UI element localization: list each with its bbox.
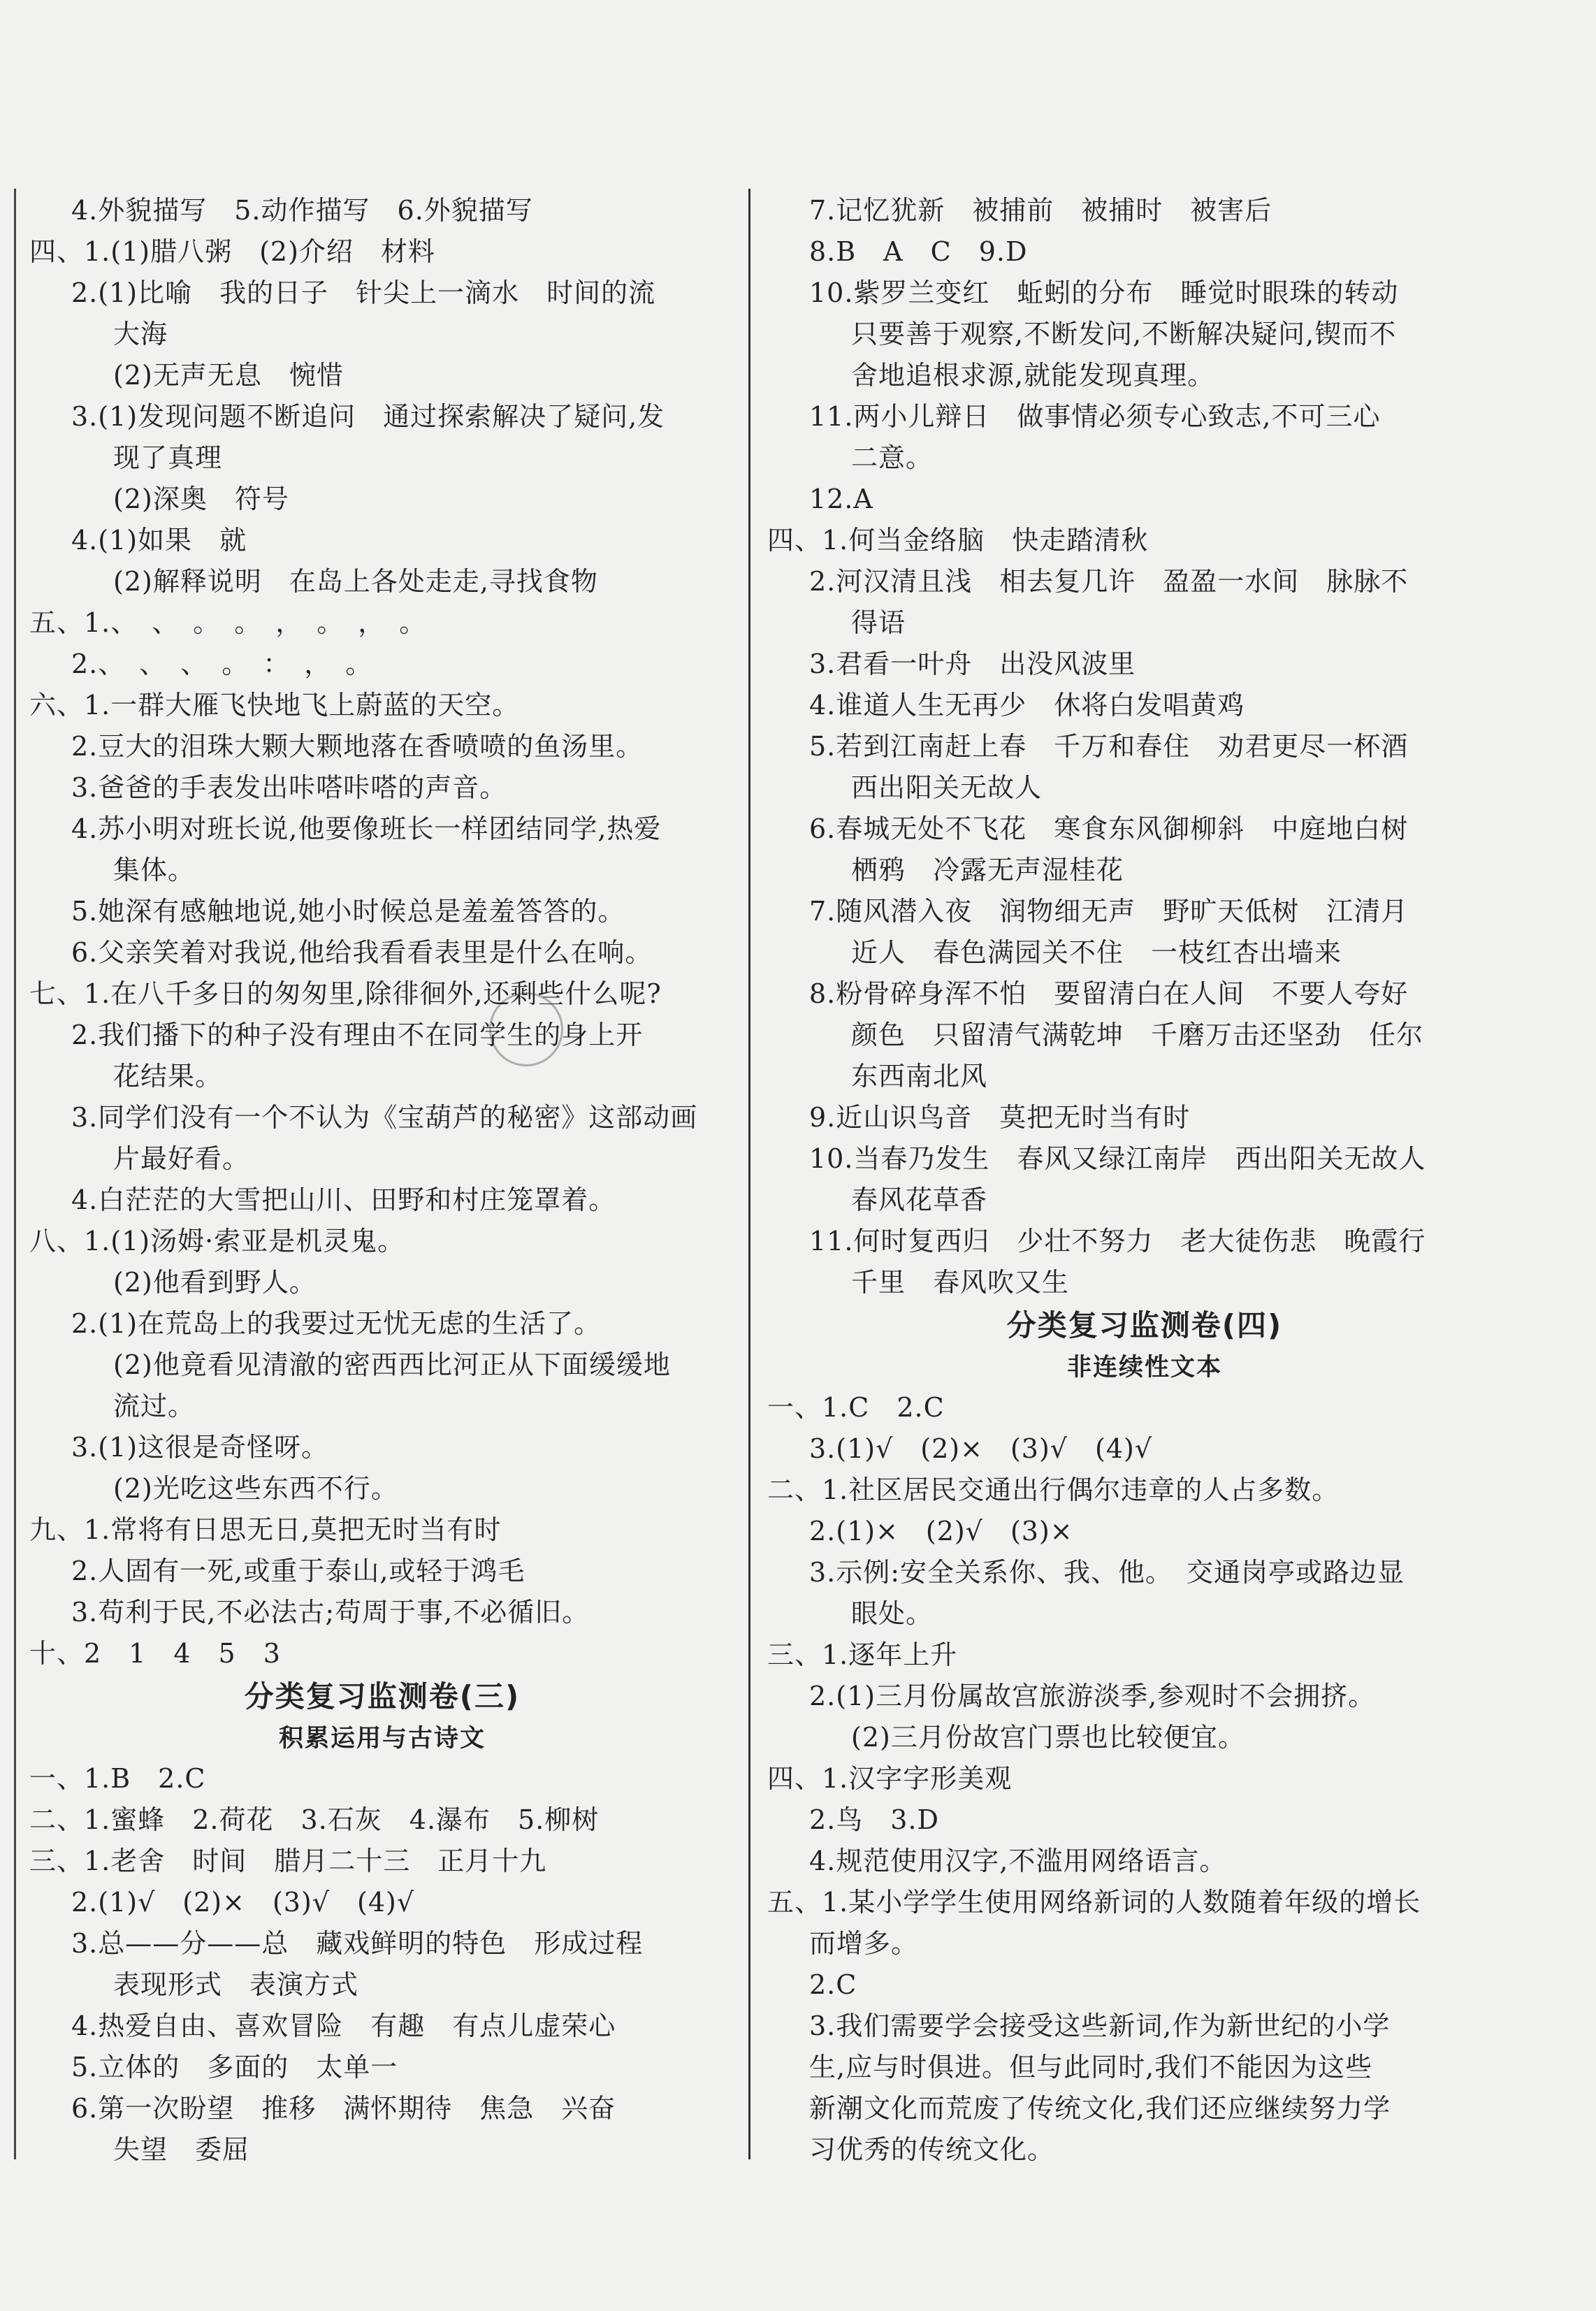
answer-line: 4.(1)如果 就 — [71, 525, 247, 556]
answer-line: 2.C — [809, 1969, 857, 2000]
answer-line: 4.规范使用汉字,不滥用网络语言。 — [809, 1846, 1227, 1876]
answer-line: 新潮文化而荒废了传统文化,我们还应继续努力学 — [809, 2093, 1391, 2124]
answer-line: 2.(1)√ (2)× (3)√ (4)√ — [71, 1887, 415, 1918]
answer-line: 四、1.(1)腊八粥 (2)介绍 材料 — [29, 236, 435, 267]
answer-line: 7.记忆犹新 被捕前 被捕时 被害后 — [809, 195, 1272, 226]
answer-line: 四、1.汉字字形美观 — [767, 1763, 1013, 1794]
answer-line: 2.鸟 3.D — [809, 1804, 939, 1835]
answer-line: 只要善于观察,不断发问,不断解决疑问,锲而不 — [851, 319, 1397, 349]
answer-line: 4.热爱自由、喜欢冒险 有趣 有点儿虚荣心 — [71, 2011, 616, 2041]
answer-line: 东西南北风 — [851, 1061, 988, 1092]
answer-line: 二、1.社区居民交通出行偶尔违章的人占多数。 — [767, 1475, 1340, 1505]
answer-line: 11.两小儿辩日 做事情必须专心致志,不可三心 — [809, 401, 1381, 432]
answer-line: 二意。 — [851, 442, 934, 473]
answer-line: 3.我们需要学会接受这些新词,作为新世纪的小学 — [809, 2011, 1391, 2041]
answer-line: 5.若到江南赶上春 千万和春住 劝君更尽一杯酒 — [809, 731, 1409, 762]
answer-line: 一、1.C 2.C — [767, 1392, 945, 1423]
answer-line: 2.人固有一死,或重于泰山,或轻于鸿毛 — [71, 1556, 525, 1586]
answer-line: 4.外貌描写 5.动作描写 6.外貌描写 — [71, 195, 533, 226]
answer-line: 七、1.在八千多日的匆匆里,除徘徊外,还剩些什么呢? — [29, 978, 662, 1009]
answer-line: 2.我们播下的种子没有理由不在同学生的身上开 — [71, 1020, 644, 1050]
answer-line: (2)解释说明 在岛上各处走走,寻找食物 — [113, 566, 598, 597]
answer-line: 栖鸦 冷露无声湿桂花 — [851, 855, 1124, 885]
answer-line: 而增多。 — [809, 1928, 919, 1959]
answer-line: 2.(1)三月份属故宫旅游淡季,参观时不会拥挤。 — [809, 1681, 1376, 1711]
answer-line: 十、2 1 4 5 3 — [29, 1638, 281, 1669]
section-subtitle: 非连续性文本 — [1066, 1354, 1222, 1382]
answer-line: 12.A — [809, 484, 873, 514]
answer-line: 3.同学们没有一个不认为《宝葫芦的秘密》这部动画 — [71, 1102, 698, 1133]
answer-line: 2.、 、 、 。 ： ， 。 — [71, 649, 373, 679]
answer-line: 六、1.一群大雁飞快地飞上蔚蓝的天空。 — [29, 690, 520, 720]
answer-line: (2)无声无息 惋惜 — [113, 360, 344, 391]
answer-line: 四、1.何当金络脑 快走踏清秋 — [767, 525, 1149, 556]
answer-line: 颜色 只留清气满乾坤 千磨万击还坚劲 任尔 — [851, 1020, 1424, 1050]
answer-line: 5.她深有感触地说,她小时候总是羞羞答答的。 — [71, 896, 625, 927]
answer-line: 春风花草香 — [851, 1185, 988, 1215]
answer-line: 9.近山识鸟音 莫把无时当有时 — [809, 1102, 1191, 1133]
answer-line: 2.河汉清且浅 相去复几许 盈盈一水间 脉脉不 — [809, 566, 1409, 597]
answer-line: 3.君看一叶舟 出没风波里 — [809, 649, 1136, 679]
answer-line: 集体。 — [113, 855, 196, 885]
answer-line: 习优秀的传统文化。 — [809, 2134, 1055, 2165]
answer-line: 3.(1)发现问题不断追问 通过探索解决了疑问,发 — [71, 401, 665, 432]
answer-line: 生,应与时俱进。但与此同时,我们不能因为这些 — [809, 2052, 1373, 2082]
answer-line: 表现形式 表演方式 — [113, 1969, 359, 2000]
answer-line: 九、1.常将有日思无日,莫把无时当有时 — [29, 1514, 502, 1545]
answer-line: 三、1.逐年上升 — [767, 1639, 958, 1670]
answer-line: 片最好看。 — [113, 1143, 250, 1174]
answer-line: (2)他看到野人。 — [113, 1267, 317, 1298]
answer-line: 得语 — [851, 607, 906, 638]
answer-line: 2.(1)在荒岛上的我要过无忧无虑的生活了。 — [71, 1308, 602, 1339]
section-title: 分类复习监测卷(三) — [244, 1679, 521, 1714]
answer-line: 八、1.(1)汤姆·索亚是机灵鬼。 — [29, 1226, 405, 1256]
answer-line: 4.谁道人生无再少 休将白发唱黄鸡 — [809, 690, 1245, 720]
answer-line: 流过。 — [113, 1391, 196, 1421]
right-column — [767, 190, 1522, 2171]
answer-line: 眼处。 — [851, 1598, 934, 1629]
answer-line: 千里 春风吹又生 — [851, 1267, 1070, 1298]
answer-line: 3.总——分——总 藏戏鲜明的特色 形成过程 — [71, 1928, 644, 1959]
left-column — [29, 190, 735, 2171]
answer-line: 3.(1)这很是奇怪呀。 — [71, 1432, 329, 1463]
answer-line: (2)三月份故宫门票也比较便宜。 — [851, 1722, 1245, 1753]
answer-line: (2)深奥 符号 — [113, 484, 289, 514]
section-subtitle: 积累运用与古诗文 — [278, 1725, 486, 1753]
answer-line: 6.春城无处不飞花 寒食东风御柳斜 中庭地白树 — [809, 813, 1409, 844]
answer-line: 3.苟利于民,不必法古;苟周于事,不必循旧。 — [71, 1597, 590, 1628]
answer-line: 舍地追根求源,就能发现真理。 — [851, 360, 1215, 391]
answer-line: 花结果。 — [113, 1061, 223, 1092]
answer-line: 6.父亲笑着对我说,他给我看看表里是什么在响。 — [71, 937, 653, 968]
answer-line: (2)他竟看见清澈的密西西比河正从下面缓缓地 — [113, 1349, 671, 1380]
answer-line: 一、1.B 2.C — [29, 1763, 206, 1794]
answer-line: 11.何时复西归 少壮不努力 老大徒伤悲 晚霞行 — [809, 1226, 1426, 1256]
column-divider — [748, 189, 750, 2159]
answer-line: 10.紫罗兰变红 蚯蚓的分布 睡觉时眼珠的转动 — [809, 277, 1399, 308]
answer-line: 近人 春色满园关不住 一枝红杏出墙来 — [851, 937, 1342, 968]
answer-line: 3.(1)√ (2)× (3)√ (4)√ — [809, 1433, 1153, 1464]
answer-line: 3.爸爸的手表发出咔嗒咔嗒的声音。 — [71, 772, 507, 803]
answer-line: 五、1.某小学学生使用网络新词的人数随着年级的增长 — [767, 1887, 1421, 1918]
left-margin-rule — [14, 189, 16, 2159]
answer-line: 4.苏小明对班长说,他要像班长一样团结同学,热爱 — [71, 813, 662, 844]
answer-line: 10.当春乃发生 春风又绿江南岸 西出阳关无故人 — [809, 1143, 1426, 1174]
answer-line: 二、1.蜜蜂 2.荷花 3.石灰 4.瀑布 5.柳树 — [29, 1804, 600, 1835]
section-title: 分类复习监测卷(四) — [1006, 1308, 1283, 1342]
answer-line: 大海 — [113, 319, 168, 349]
answer-line: (2)光吃这些东西不行。 — [113, 1473, 398, 1504]
answer-line: 五、1.、 、 。 。 ， 。 ， 。 — [29, 607, 427, 638]
answer-line: 6.第一次盼望 推移 满怀期待 焦急 兴奋 — [71, 2093, 616, 2124]
answer-line: 4.白茫茫的大雪把山川、田野和村庄笼罩着。 — [71, 1185, 616, 1215]
answer-line: 2.(1)比喻 我的日子 针尖上一滴水 时间的流 — [71, 277, 656, 308]
answer-line: 8.粉骨碎身浑不怕 要留清白在人间 不要人夸好 — [809, 978, 1409, 1009]
answer-line: 5.立体的 多面的 太单一 — [71, 2052, 398, 2082]
answer-line: 8.B A C 9.D — [809, 236, 1028, 267]
answer-line: 2.(1)× (2)√ (3)× — [809, 1516, 1073, 1546]
answer-line: 失望 委屈 — [113, 2134, 250, 2165]
answer-line: 2.豆大的泪珠大颗大颗地落在香喷喷的鱼汤里。 — [71, 731, 644, 762]
answer-line: 西出阳关无故人 — [851, 772, 1043, 803]
answer-line: 7.随风潜入夜 润物细无声 野旷天低树 江清月 — [809, 896, 1409, 927]
answer-line: 3.示例:安全关系你、我、他。 交通岗亭或路边显 — [809, 1557, 1405, 1588]
answer-line: 三、1.老舍 时间 腊月二十三 正月十九 — [29, 1846, 547, 1876]
answer-line: 现了真理 — [113, 442, 223, 473]
